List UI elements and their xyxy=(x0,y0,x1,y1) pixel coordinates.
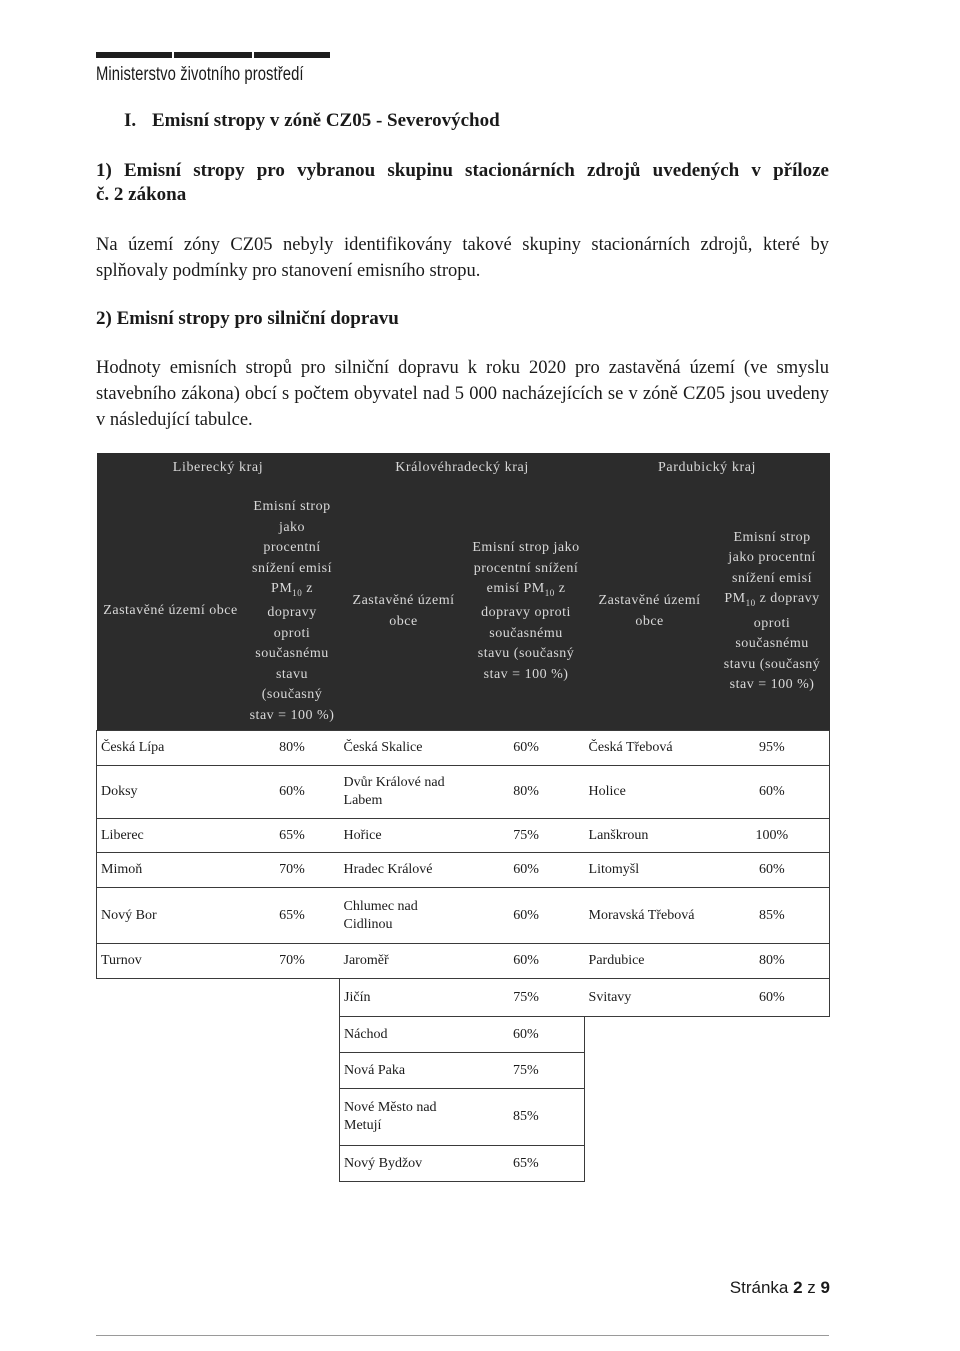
limit-cell xyxy=(715,1146,830,1182)
municipality-cell: Holice xyxy=(585,766,715,819)
municipality-cell xyxy=(585,1089,715,1146)
table-row xyxy=(97,944,830,979)
municipality-cell xyxy=(97,1146,245,1182)
municipality-cell xyxy=(97,979,245,1017)
limit-cell: 60% xyxy=(715,853,830,888)
column-header-area: Zastavěné území obce xyxy=(340,489,468,731)
limit-cell: 65% xyxy=(245,819,340,853)
subsection-1-heading xyxy=(96,160,829,206)
limit-cell: 60% xyxy=(245,766,340,819)
emission-limits-table xyxy=(96,453,830,1182)
municipality-cell: Mimoň xyxy=(97,853,245,888)
municipality-cell: Náchod xyxy=(340,1017,468,1053)
column-header-limit: Emisní strop jako procentní snížení emisí $PM_{10}$ z dopravy oproti současnému stavu (současný stav = 100 %) xyxy=(468,489,585,731)
limit-cell: 60% xyxy=(715,979,830,1017)
municipality-cell: Chlumec nad Cidlinou xyxy=(340,888,468,944)
limit-cell xyxy=(715,1053,830,1089)
municipality-cell: Nový Bydžov xyxy=(340,1146,468,1182)
limit-cell: 100% xyxy=(715,819,830,853)
limit-cell: 85% xyxy=(468,1089,585,1146)
limit-cell: 80% xyxy=(715,944,830,979)
table-row xyxy=(97,1146,830,1182)
municipality-cell: Liberec xyxy=(97,819,245,853)
limit-cell: 70% xyxy=(245,944,340,979)
municipality-cell: Hradec Králové xyxy=(340,853,468,888)
municipality-cell: Lanškroun xyxy=(585,819,715,853)
municipality-cell: Česká Lípa xyxy=(97,731,245,766)
municipality-cell: Nová Paka xyxy=(340,1053,468,1089)
limit-cell xyxy=(245,1146,340,1182)
limit-cell: 65% xyxy=(468,1146,585,1182)
table-row xyxy=(97,731,830,766)
municipality-cell: Hořice xyxy=(340,819,468,853)
limit-cell: 60% xyxy=(468,888,585,944)
municipality-cell: Česká Skalice xyxy=(340,731,468,766)
table-row xyxy=(97,853,830,888)
table-row xyxy=(97,1053,830,1089)
limit-cell: 60% xyxy=(715,766,830,819)
table-row xyxy=(97,1089,830,1146)
municipality-cell: Nový Bor xyxy=(97,888,245,944)
limit-cell xyxy=(245,1089,340,1146)
subsection-1-text: Na území zóny CZ05 nebyly identifikovány takové skupiny stacionárních zdrojů, které by splňovaly podmínky pro stanovení emisního stropu. xyxy=(96,235,829,281)
municipality-cell: Moravská Třebová xyxy=(585,888,715,944)
subsection-2-text: Hodnoty emisních stropů pro silniční dopravu k roku 2020 pro zastavěná území (ve smyslu stavebního zákona) obcí s počtem obyvatel nad 5 000 nacházejících se v zóně CZ05 jsou uvedeny v následující tabulce. xyxy=(96,358,829,430)
municipality-cell: Svitavy xyxy=(585,979,715,1017)
table-row xyxy=(97,979,830,1017)
municipality-cell: Pardubice xyxy=(585,944,715,979)
ministry-name: Ministerstvo životního prostředí xyxy=(96,64,304,85)
limit-cell: 65% xyxy=(245,888,340,944)
limit-cell: 80% xyxy=(245,731,340,766)
limit-cell xyxy=(245,1017,340,1053)
table-row xyxy=(97,819,830,853)
page-number: Stránka 2 z 9 xyxy=(729,1278,830,1297)
column-header-area: Zastavěné území obce xyxy=(585,489,715,731)
municipality-cell xyxy=(585,1017,715,1053)
limit-cell: 80% xyxy=(468,766,585,819)
limit-cell: 75% xyxy=(468,819,585,853)
municipality-cell xyxy=(97,1017,245,1053)
limit-cell xyxy=(715,1017,830,1053)
municipality-cell: Doksy xyxy=(97,766,245,819)
municipality-cell xyxy=(97,1053,245,1089)
region-header-kralovehradecky: Královéhradecký kraj xyxy=(340,453,585,481)
limit-cell xyxy=(715,1089,830,1146)
limit-cell: 85% xyxy=(715,888,830,944)
municipality-cell: Turnov xyxy=(97,944,245,979)
limit-cell xyxy=(245,979,340,1017)
municipality-cell: Dvůr Králové nad Labem xyxy=(340,766,468,819)
municipality-cell xyxy=(585,1146,715,1182)
limit-cell: 70% xyxy=(245,853,340,888)
municipality-cell xyxy=(97,1089,245,1146)
municipality-cell: Jaroměř xyxy=(340,944,468,979)
municipality-cell: Česká Třebová xyxy=(585,731,715,766)
limit-cell: 60% xyxy=(468,731,585,766)
section-number: I. xyxy=(124,110,137,131)
municipality-cell: Nové Město nad Metují xyxy=(340,1089,468,1146)
subsection-1-heading-line1: 1) Emisní stropy pro vybranou skupinu stacionárních zdrojů uvedených v příloze xyxy=(96,160,829,181)
limit-cell: 75% xyxy=(468,1053,585,1089)
table-row xyxy=(97,1017,830,1053)
limit-cell: 60% xyxy=(468,944,585,979)
column-header-area: Zastavěné území obce xyxy=(97,489,245,731)
municipality-cell xyxy=(585,1053,715,1089)
table-row xyxy=(97,888,830,944)
column-header-limit: Emisní strop jako procentní snížení emisí $PM_{10}$ z dopravy oproti současnému stavu (současný stav = 100 %) xyxy=(245,489,340,731)
limit-cell: 60% xyxy=(468,1017,585,1053)
header-decoration-bars xyxy=(96,52,330,58)
region-header-pardubicky: Pardubický kraj xyxy=(585,453,830,481)
municipality-cell: Litomyšl xyxy=(585,853,715,888)
table-row xyxy=(97,766,830,819)
section-title-text: Emisní stropy v zóně CZ05 - Severovýchod xyxy=(152,110,500,131)
limit-cell: 95% xyxy=(715,731,830,766)
region-header-liberecky: Liberecký kraj xyxy=(97,453,340,481)
section-title xyxy=(124,110,500,132)
subsection-1-heading-line2: č. 2 zákona xyxy=(96,184,187,205)
column-header-limit: Emisní strop jako procentní snížení emisí $PM_{10}$ z dopravy oproti současnému stavu (současný stav = 100 %) xyxy=(715,489,830,731)
limit-cell: 60% xyxy=(468,853,585,888)
footer-divider xyxy=(96,1335,829,1336)
subsection-2-heading: 2) Emisní stropy pro silniční dopravu xyxy=(96,308,399,329)
limit-cell xyxy=(245,1053,340,1089)
municipality-cell: Jičín xyxy=(340,979,468,1017)
limit-cell: 75% xyxy=(468,979,585,1017)
